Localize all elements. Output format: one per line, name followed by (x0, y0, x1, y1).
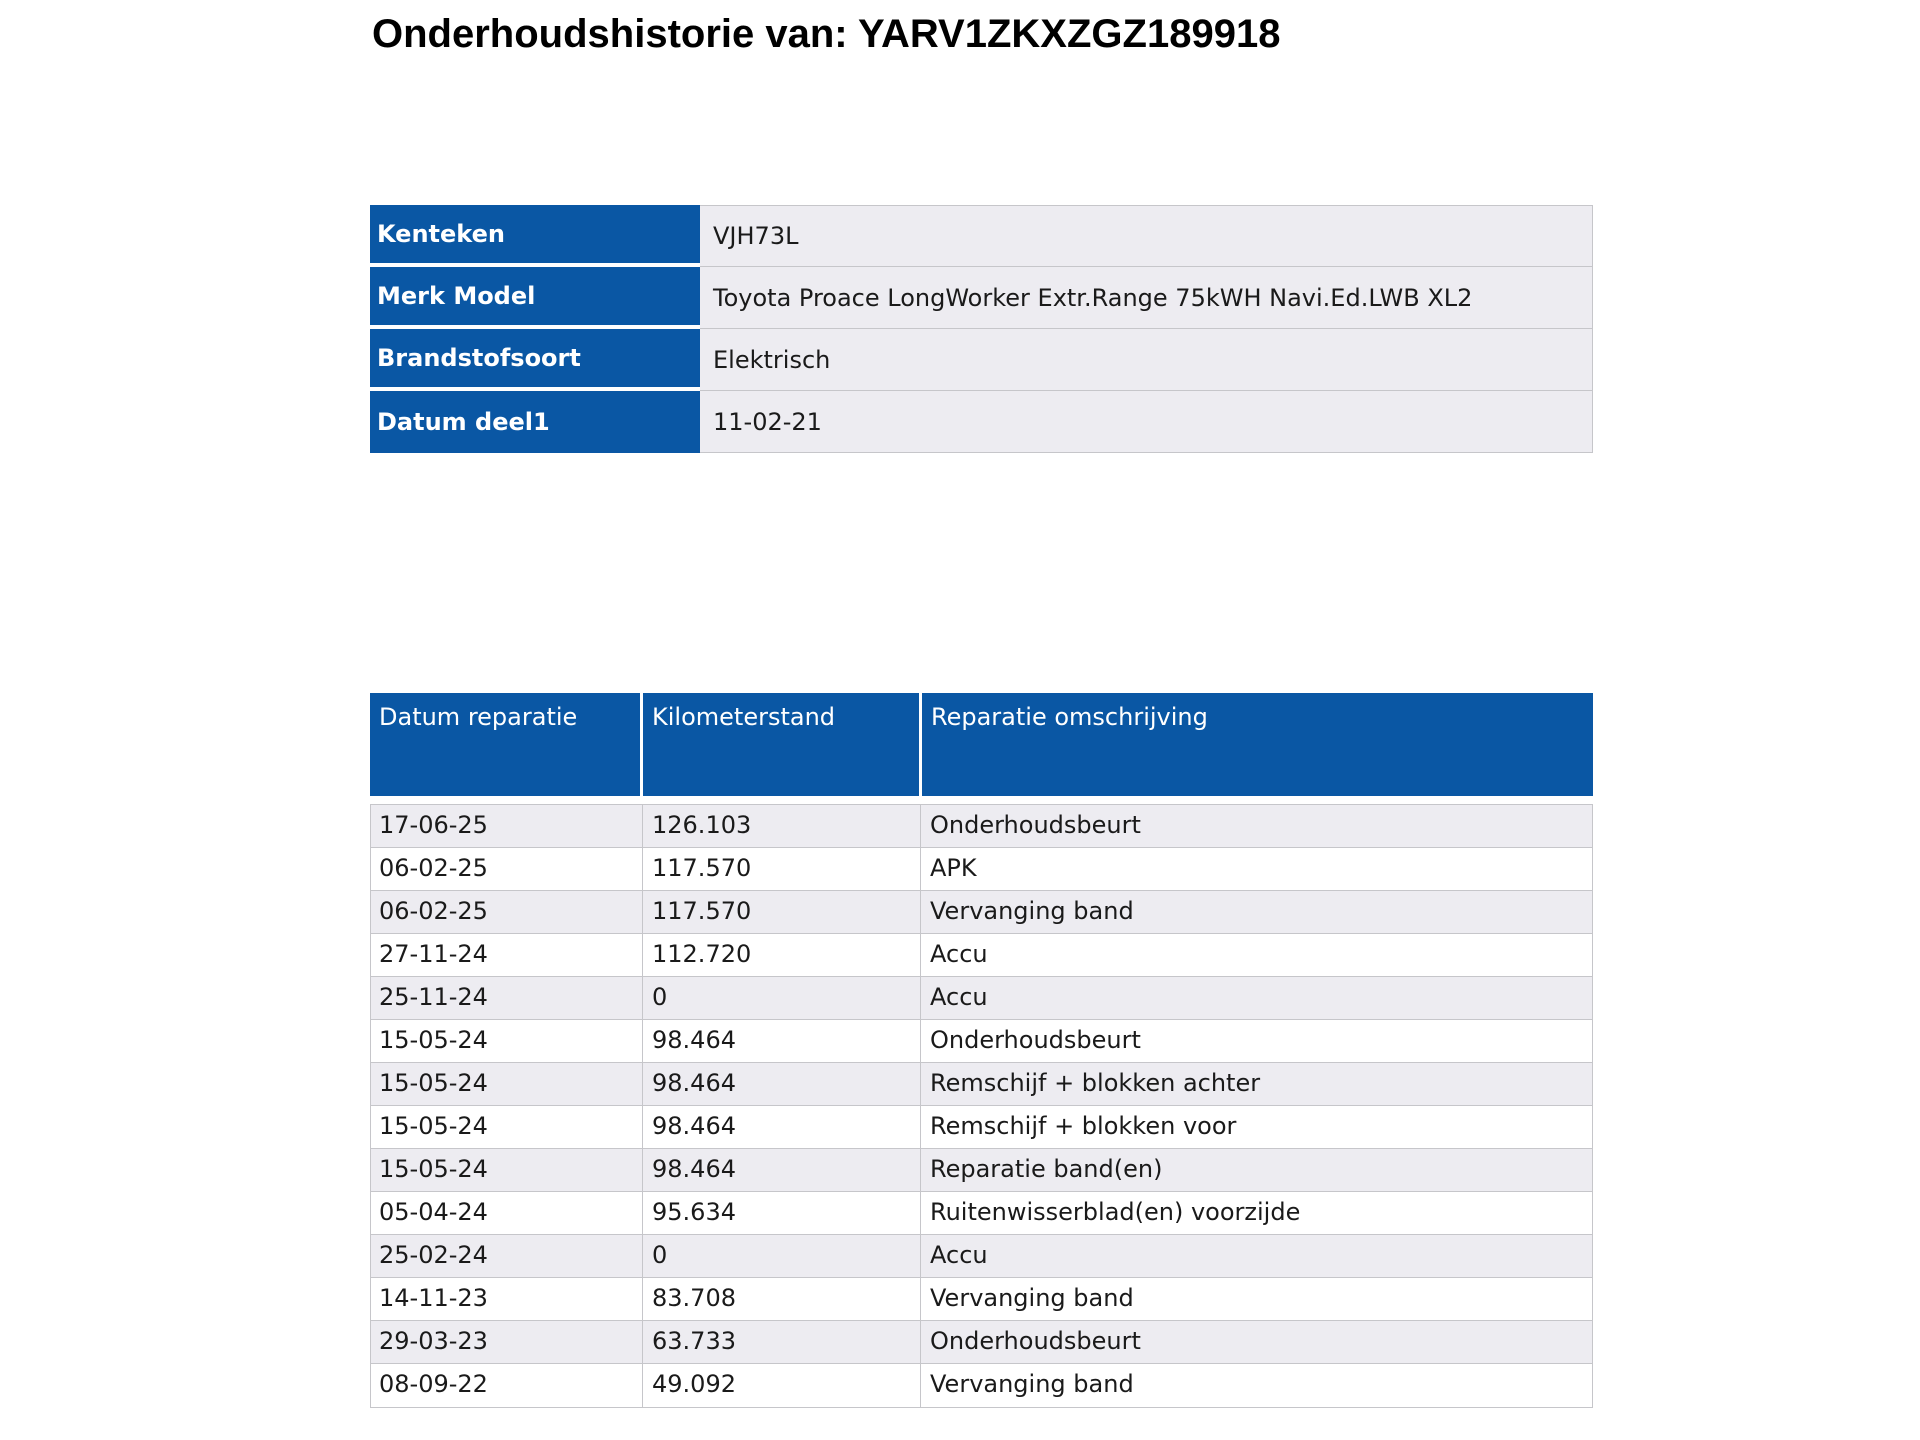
info-value: Elektrisch (700, 329, 1593, 391)
odometer-cell: 63.733 (643, 1321, 921, 1363)
vehicle-info-table (370, 205, 1593, 453)
repair-description-cell: Reparatie band(en) (930, 1155, 1163, 1183)
repair-date-cell: 14-11-23 (371, 1278, 643, 1320)
repair-date-cell: 05-04-24 (371, 1192, 643, 1234)
repair-row (371, 1106, 1592, 1149)
odometer-cell: 98.464 (643, 1106, 921, 1148)
repair-row (371, 1192, 1592, 1235)
odometer-cell: 0 (643, 977, 921, 1019)
repair-row (371, 891, 1592, 934)
repair-description-cell: Remschijf + blokken achter (930, 1069, 1261, 1097)
repair-date-cell: 15-05-24 (371, 1063, 643, 1105)
odometer-cell: 83.708 (643, 1278, 921, 1320)
info-value: VJH73L (700, 205, 1593, 267)
odometer-cell: 98.464 (643, 1020, 921, 1062)
repair-row (371, 1063, 1592, 1106)
repair-description-cell: Vervanging band (930, 1284, 1134, 1312)
column-header-kilometerstand: Kilometerstand (643, 693, 922, 796)
repair-row (371, 1321, 1592, 1364)
odometer-cell: 112.720 (643, 934, 921, 976)
repair-description-cell: Vervanging band (930, 897, 1134, 925)
repair-row (371, 805, 1592, 848)
repair-row (371, 1364, 1592, 1407)
odometer-cell: 0 (643, 1235, 921, 1277)
repair-row (371, 1149, 1592, 1192)
info-label: Kenteken (370, 205, 700, 267)
info-row (370, 267, 1593, 329)
repair-date-cell: 06-02-25 (371, 891, 643, 933)
info-label: Merk Model (370, 267, 700, 329)
repair-date-cell: 25-02-24 (371, 1235, 643, 1277)
odometer-cell: 98.464 (643, 1149, 921, 1191)
info-label: Datum deel1 (370, 391, 700, 453)
repair-row (371, 934, 1592, 977)
repair-date-cell: 15-05-24 (371, 1020, 643, 1062)
odometer-cell: 117.570 (643, 848, 921, 890)
repair-description-cell: Remschijf + blokken voor (930, 1112, 1237, 1140)
info-row (370, 205, 1593, 267)
repair-row (371, 1235, 1592, 1278)
repair-row (371, 1020, 1592, 1063)
page-title: Onderhoudshistorie van: YARV1ZKXZGZ189918 (372, 12, 1281, 56)
repair-description-cell: Accu (930, 940, 988, 968)
odometer-cell: 126.103 (643, 805, 921, 847)
repair-description-cell: Onderhoudsbeurt (930, 811, 1141, 839)
repair-date-cell: 06-02-25 (371, 848, 643, 890)
repair-row (371, 1278, 1592, 1321)
odometer-cell: 49.092 (643, 1364, 921, 1407)
repair-date-cell: 15-05-24 (371, 1149, 643, 1191)
odometer-cell: 117.570 (643, 891, 921, 933)
repair-date-cell: 25-11-24 (371, 977, 643, 1019)
repair-description-cell: Accu (930, 1241, 988, 1269)
repair-history-header-row (370, 693, 1593, 796)
repair-history-table (370, 693, 1593, 1408)
repair-description-cell: Ruitenwisserblad(en) voorzijde (930, 1198, 1301, 1226)
info-row (370, 391, 1593, 453)
info-value: 11-02-21 (700, 391, 1593, 453)
column-header-datum-reparatie: Datum reparatie (370, 693, 643, 796)
column-header-reparatie-omschrijving: Reparatie omschrijving (922, 693, 1593, 796)
repair-row (371, 848, 1592, 891)
repair-description-cell: Onderhoudsbeurt (930, 1026, 1141, 1054)
odometer-cell: 95.634 (643, 1192, 921, 1234)
repair-date-cell: 08-09-22 (371, 1364, 643, 1407)
repair-description-cell: Accu (930, 983, 988, 1011)
repair-date-cell: 29-03-23 (371, 1321, 643, 1363)
repair-description-cell: Vervanging band (930, 1370, 1134, 1398)
odometer-cell: 98.464 (643, 1063, 921, 1105)
info-label: Brandstofsoort (370, 329, 700, 391)
info-value: Toyota Proace LongWorker Extr.Range 75kWH Navi.Ed.LWB XL2 (700, 267, 1593, 329)
repair-date-cell: 27-11-24 (371, 934, 643, 976)
info-row (370, 329, 1593, 391)
repair-date-cell: 17-06-25 (371, 805, 643, 847)
repair-description-cell: APK (930, 854, 977, 882)
repair-row (371, 977, 1592, 1020)
repair-description-cell: Onderhoudsbeurt (930, 1327, 1141, 1355)
repair-date-cell: 15-05-24 (371, 1106, 643, 1148)
repair-history-body (370, 804, 1593, 1408)
